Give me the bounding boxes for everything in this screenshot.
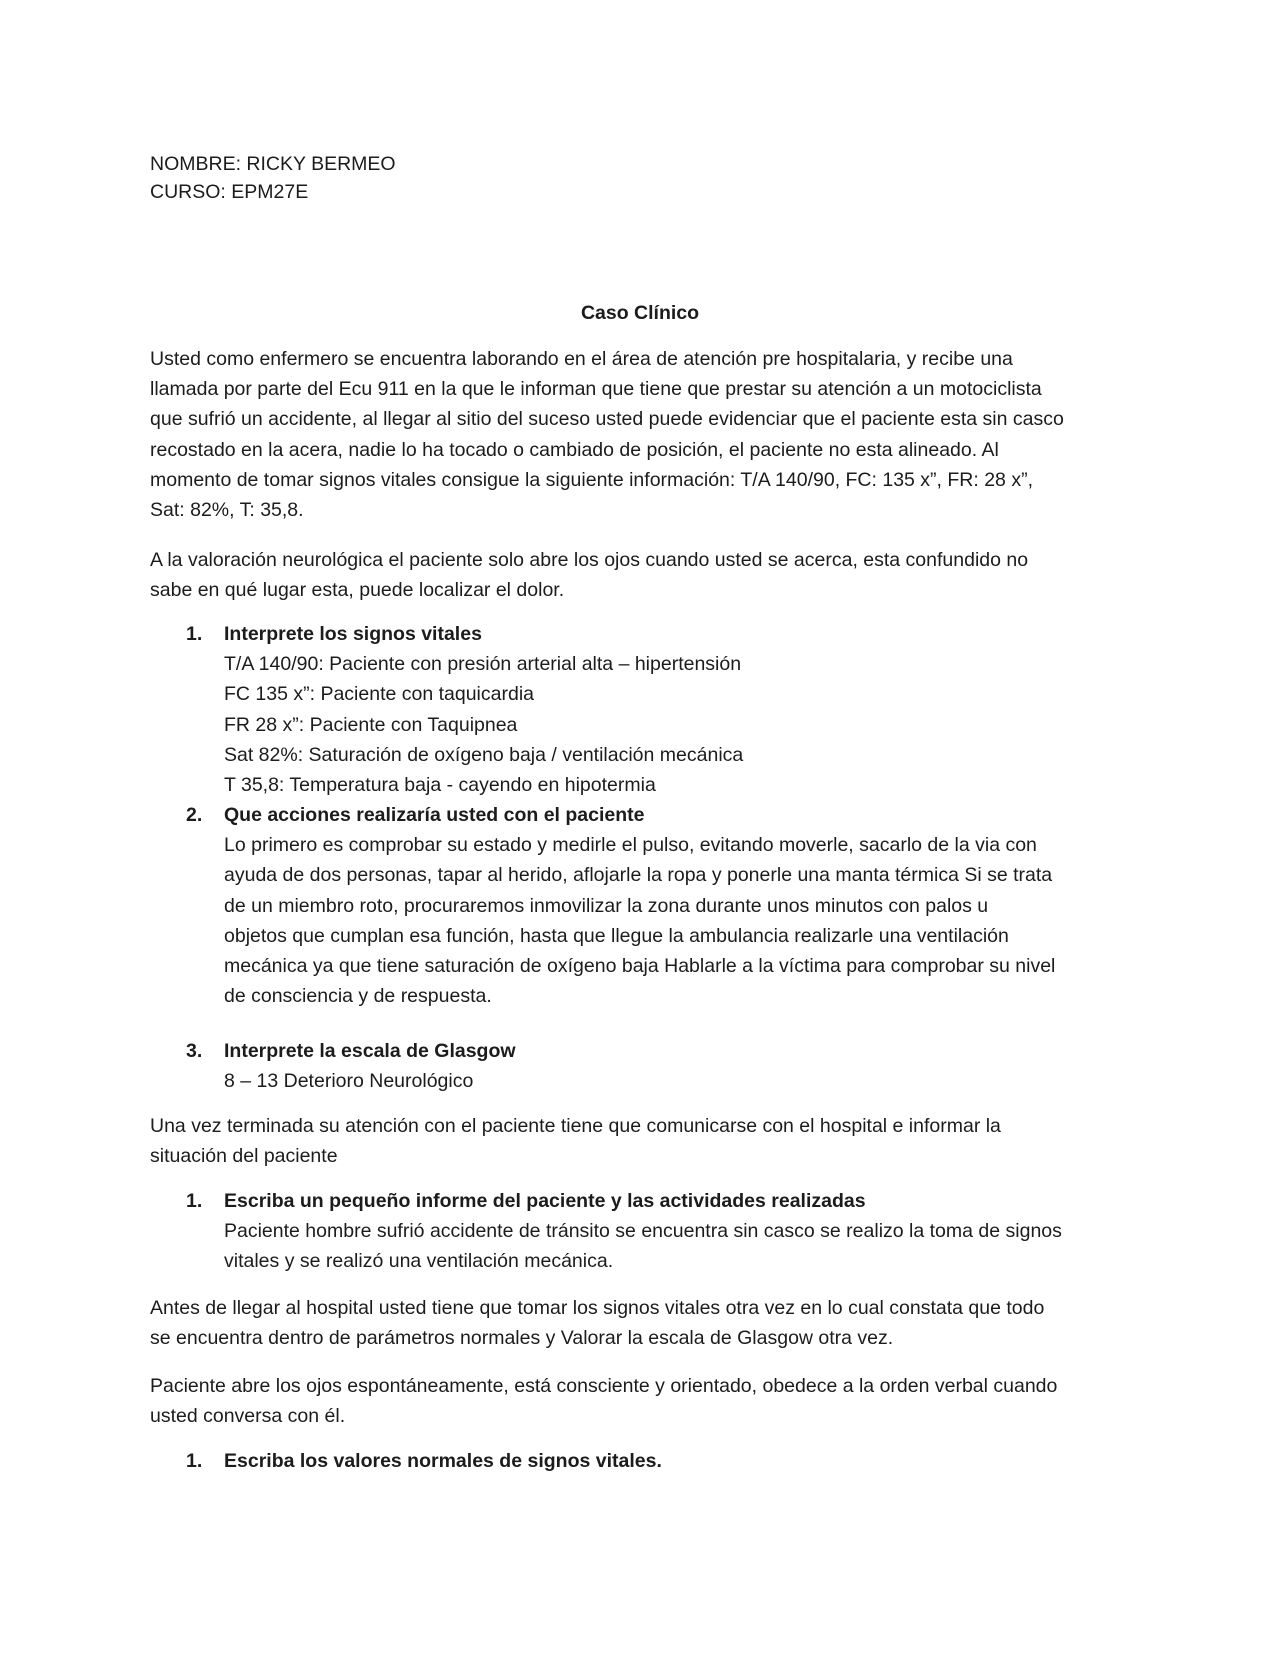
answer-line: FC 135 x”: Paciente con taquicardia: [224, 683, 535, 706]
question-heading: Interprete la escala de Glasgow: [224, 1040, 516, 1062]
paragraph-line: Paciente abre los ojos espontáneamente, está consciente y orientado, obedece a la orden verbal cuando: [150, 1375, 1058, 1397]
question-number: 1.: [186, 1190, 203, 1212]
student-name: NOMBRE: RICKY BERMEO: [150, 153, 396, 175]
answer-line: ayuda de dos personas, tapar al herido, aflojarle la ropa y ponerle una manta térmica Si se trata: [224, 864, 1053, 887]
question-heading: Que acciones realizaría usted con el paciente: [224, 804, 645, 826]
paragraph-line: situación del paciente: [150, 1145, 338, 1168]
paragraph-line: Una vez terminada su atención con el paciente tiene que comunicarse con el hospital e informar la: [150, 1115, 1001, 1137]
answer-line: FR 28 x”: Paciente con Taquipnea: [224, 713, 518, 736]
question-heading: Escriba un pequeño informe del paciente y las actividades realizadas: [224, 1190, 866, 1212]
revaluation-paragraph: [150, 1293, 1140, 1353]
question-item: [186, 1446, 1146, 1476]
answer-line: objetos que cumplan esa función, hasta que llegue la ambulancia realizarle una ventilación: [224, 924, 1009, 947]
paragraph-line: llamada por parte del Ecu 911 en la que le informan que tiene que prestar su atención a un motociclista: [150, 378, 1042, 401]
paragraph-line: Antes de llegar al hospital usted tiene que tomar los signos vitales otra vez en lo cual constata que todo: [150, 1297, 1045, 1319]
student-course: CURSO: EPM27E: [150, 181, 309, 203]
paragraph-line: que sufrió un accidente, al llegar al sitio del suceso usted puede evidenciar que el paciente esta sin casco: [150, 408, 1064, 431]
question-number: 1.: [186, 1450, 203, 1472]
question-number: 2.: [186, 804, 203, 826]
student-header: [150, 150, 396, 206]
question-heading: Interprete los signos vitales: [224, 623, 482, 645]
hospital-communication-paragraph: [150, 1111, 1140, 1171]
paragraph-line: usted conversa con él.: [150, 1405, 346, 1428]
answer-line: vitales y se realizó una ventilación mecánica.: [224, 1250, 614, 1273]
answer-line: de un miembro roto, procuraremos inmovilizar la zona durante unos minutos con palos u: [224, 894, 989, 917]
answer-line: Lo primero es comprobar su estado y medirle el pulso, evitando moverle, sacarlo de la via con: [224, 834, 1037, 857]
answer-line: 8 – 13 Deterioro Neurológico: [224, 1070, 474, 1093]
answer-line: Paciente hombre sufrió accidente de tránsito se encuentra sin casco se realizo la toma de signos: [224, 1220, 1062, 1243]
case-description-paragraph: [150, 344, 1140, 525]
answer-line: de consciencia y de respuesta.: [224, 985, 492, 1008]
document-title: Caso Clínico: [580, 302, 700, 324]
question-number: 1.: [186, 623, 203, 645]
answer-line: mecánica ya que tiene saturación de oxígeno baja Hablarle a la víctima para comprobar su nivel: [224, 955, 1056, 978]
neuro-assessment-paragraph: [150, 545, 1140, 605]
paragraph-line: se encuentra dentro de parámetros normales y Valorar la escala de Glasgow otra vez.: [150, 1327, 894, 1350]
question-number: 3.: [186, 1040, 203, 1062]
answer-line: T/A 140/90: Paciente con presión arterial alta – hipertensión: [224, 653, 742, 676]
answer-line: T 35,8: Temperatura baja - cayendo en hipotermia: [224, 774, 656, 797]
paragraph-line: sabe en qué lugar esta, puede localizar el dolor.: [150, 579, 565, 602]
paragraph-line: recostado en la acera, nadie lo ha tocado o cambiado de posición, el paciente no esta alineado. Al: [150, 438, 999, 461]
paragraph-line: Usted como enfermero se encuentra laborando en el área de atención pre hospitalaria, y recibe una: [150, 348, 1013, 370]
answer-line: Sat 82%: Saturación de oxígeno baja / ventilación mecánica: [224, 743, 744, 766]
paragraph-line: momento de tomar signos vitales consigue la siguiente información: T/A 140/90, FC: 135 x”, FR: 28 x”,: [150, 468, 1033, 491]
patient-status-paragraph: [150, 1371, 1140, 1431]
question-item: [186, 800, 1146, 1011]
paragraph-line: A la valoración neurológica el paciente solo abre los ojos cuando usted se acerca, esta confundido no: [150, 549, 1029, 571]
question-item: [186, 1036, 1146, 1096]
paragraph-line: Sat: 82%, T: 35,8.: [150, 499, 304, 522]
question-item: [186, 1186, 1146, 1277]
question-item: [186, 619, 1146, 800]
question-heading: Escriba los valores normales de signos vitales.: [224, 1450, 662, 1472]
